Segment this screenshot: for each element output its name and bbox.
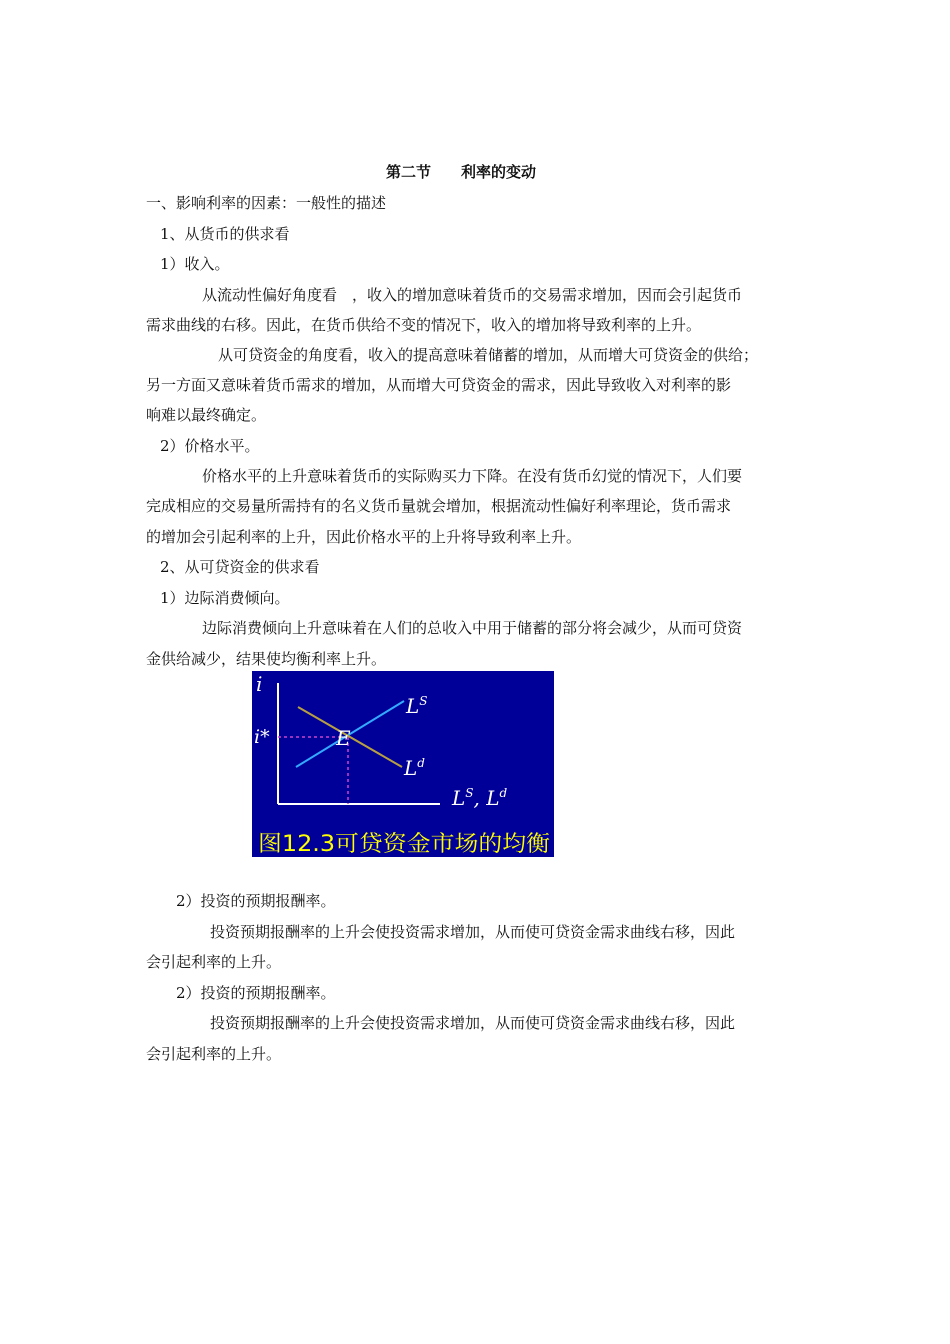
x-axis-label: $L^S$, $L^d$ [452,786,508,810]
demand-curve-label: $L^d$ [404,756,425,780]
paragraph-price-end: 的增加会引起利率的上升，因此价格水平的上升将导致利率上升。 [146,528,582,546]
figure-caption: 图12.3可贷资金市场的均衡 [258,832,550,857]
heading-1-1: 1、从货币的供求看 [160,225,290,243]
paragraph-investment-1: 投资预期报酬率的上升会使投资需求增加，从而使可贷资金需求曲线右移，因此 [210,923,736,941]
paragraph-price: 价格水平的上升意味着货币的实际购买力下降。在没有货币幻觉的情况下，人们要 [202,467,743,485]
section-title: 第二节 利率的变动 [386,163,537,181]
paragraph-income-1-cont: 需求曲线的右移。因此，在货币供给不变的情况下，收入的增加将导致利率的上升。 [146,316,702,334]
loanable-funds-figure [252,671,554,857]
paragraph-investment-2-cont: 会引起利率的上升。 [146,1045,282,1063]
paragraph-income-2: 从可贷资金的角度看，收入的提高意味着储蓄的增加，从而增大可贷资金的供给； [218,346,759,364]
paragraph-investment-1-cont: 会引起利率的上升。 [146,953,282,971]
item-income: 1）收入。 [160,255,230,273]
paragraph-income-1: 从流动性偏好角度看 ，收入的增加意味着货币的交易需求增加，因而会引起货币 [202,286,743,304]
item-price: 2）价格水平。 [160,437,260,455]
equilibrium-rate-label: i* [254,726,270,748]
item-investment-return-2: 2）投资的预期报酬率。 [176,984,336,1002]
paragraph-income-2-cont: 另一方面又意味着货币需求的增加，从而增大可贷资金的需求，因此导致收入对利率的影 [146,376,732,394]
item-investment-return-1: 2）投资的预期报酬率。 [176,892,336,910]
paragraph-mpc: 边际消费倾向上升意味着在人们的总收入中用于储蓄的部分将会减少，从而可贷资 [202,619,743,637]
paragraph-income-2-end: 响难以最终确定。 [146,406,267,424]
figure-background [252,671,554,857]
paragraph-investment-2: 投资预期报酬率的上升会使投资需求增加，从而使可贷资金需求曲线右移，因此 [210,1014,736,1032]
y-axis-label: i [256,672,263,696]
paragraph-mpc-cont: 金供给减少，结果使均衡利率上升。 [146,650,387,668]
supply-curve-label: $L^S$ [406,694,428,718]
heading-1: 一、影响利率的因素：一般性的描述 [146,194,387,212]
equilibrium-point-label: E [336,726,351,750]
item-mpc: 1）边际消费倾向。 [160,589,290,607]
heading-1-2: 2、从可贷资金的供求看 [160,558,320,576]
paragraph-price-cont: 完成相应的交易量所需持有的名义货币量就会增加，根据流动性偏好利率理论，货币需求 [146,497,732,515]
